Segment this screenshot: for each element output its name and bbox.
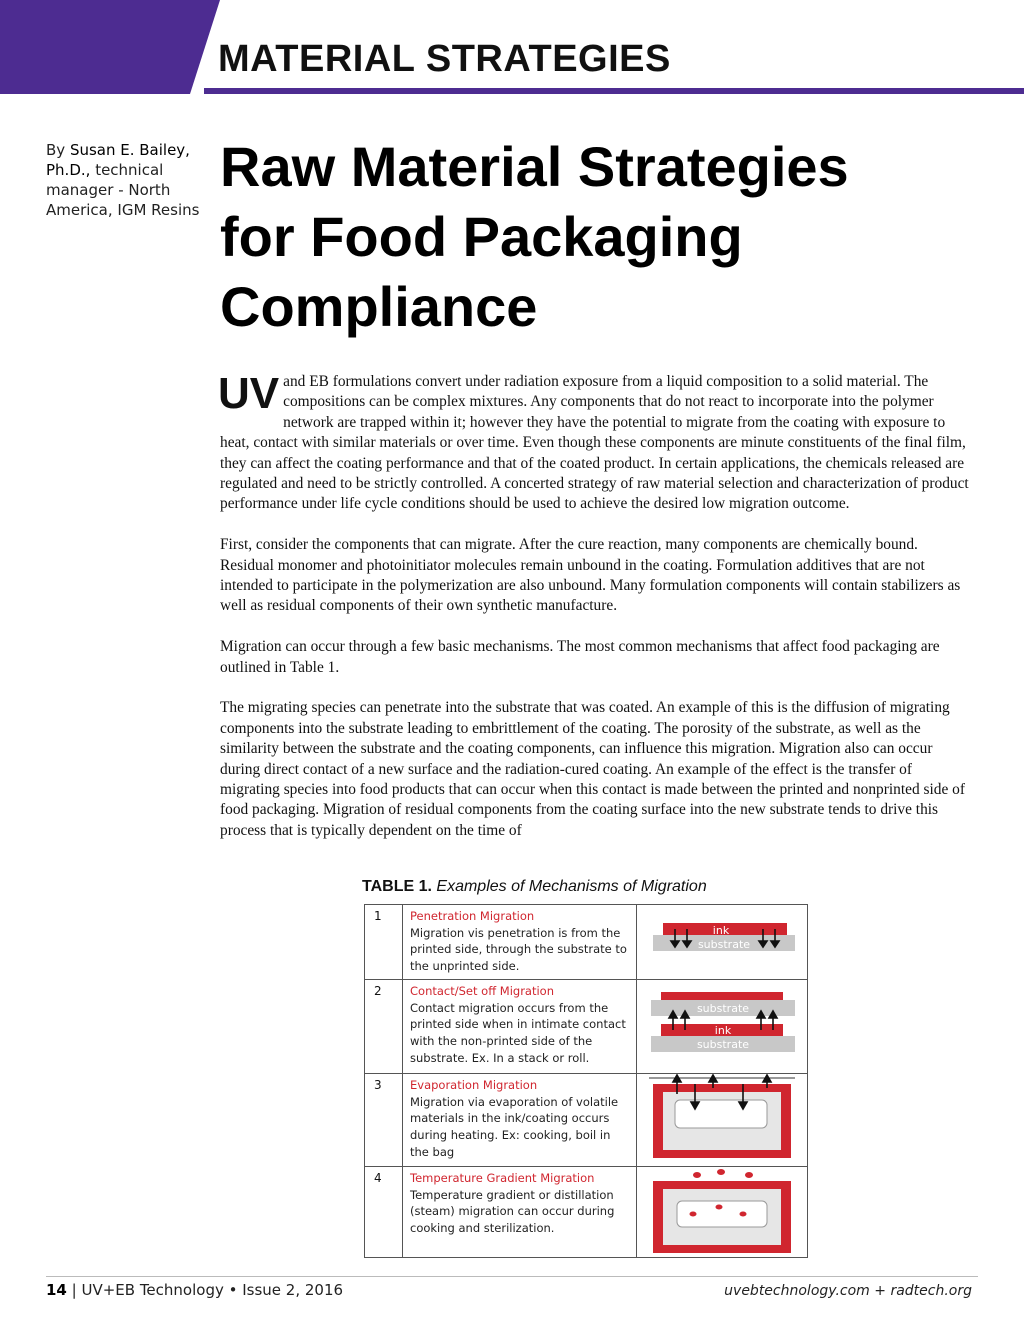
row-number: 3: [365, 1074, 403, 1167]
drop-cap: UV: [218, 369, 280, 418]
row-number: 4: [365, 1167, 403, 1258]
row-title: Temperature Gradient Migration: [410, 1171, 595, 1185]
row-number: 2: [365, 980, 403, 1074]
row-title: Contact/Set off Migration: [410, 984, 554, 998]
row-text: Contact migration occurs from the printed side when in intimate contact with the non-printed side of the substrate. Ex. In a stack or roll.: [410, 1000, 626, 1065]
byline-author: Susan E. Bailey, Ph.D.,: [46, 141, 190, 179]
publication-info: UV+EB Technology • Issue 2, 2016: [81, 1281, 344, 1299]
table-row: [365, 979, 807, 1074]
row-number: 1: [365, 905, 403, 979]
temperature-gradient-diagram: [637, 1167, 807, 1258]
headline-line-2: for Food Packaging: [220, 205, 743, 268]
penetration-diagram: [637, 905, 807, 979]
paragraph-2: First, consider the components that can migrate. After the cure reaction, many components are chemically bound. Residual monomer and photoinitiator molecules remain unbound in the coating. Formulation additives that are not intended to participate in the polymerization are also unbound. Many formulation components will contain stabilizers as well as residual components of their own synthetic manufacture.: [220, 536, 961, 615]
header-bar: [0, 0, 1024, 96]
table-row: [365, 905, 807, 979]
substrate-label-bottom: substrate: [696, 1038, 750, 1051]
ink-label: ink: [712, 924, 730, 937]
table-row: [365, 1073, 807, 1167]
footer-rule: [46, 1276, 978, 1277]
byline-prefix: By: [46, 141, 70, 159]
paragraph-3: Migration can occur through a few basic mechanisms. The most common mechanisms that affect food packaging are outlined in Table 1.: [220, 638, 940, 676]
table-title: Examples of Mechanisms of Migration: [436, 878, 707, 895]
paragraph-1-text: and EB formulations convert under radiation exposure from a liquid composition to a solid material. The compositions can be complex mixtures. Any components that do not react to incorporate into the polymer network are trapped within it; however they have the potential to migrate from the coating with exposure to heat, contact with similar materials or over time. Even though these components are minute constituents of the final film, they can affect the coating performance and that of the coated product. In certain applications, the chemicals released are regulated and need to be strictly controlled. A concerted strategy of raw material selection and characterization of product performance under life cycle conditions should be used to achieve the desired low migration outcome.: [220, 373, 969, 513]
section-title: MATERIAL STRATEGIES: [218, 38, 671, 80]
headline-line-3: Compliance: [220, 275, 538, 338]
row-title: Evaporation Migration: [410, 1078, 538, 1092]
substrate-label-top: substrate: [696, 1002, 750, 1015]
migration-table: [364, 904, 808, 1258]
row-title: Penetration Migration: [410, 909, 535, 923]
row-text: Migration via evaporation of volatile materials in the ink/coating occurs during heating. Ex: cooking, boil in the bag: [410, 1094, 619, 1159]
footer-left: 14 | UV+EB Technology • Issue 2, 2016: [46, 1281, 344, 1299]
paragraph-1: [218, 369, 972, 515]
contact-diagram: [637, 980, 807, 1074]
row-description: [403, 980, 637, 1074]
byline-role: technical manager - North America, IGM Resins: [46, 161, 200, 219]
footer-websites: uvebtechnology.com + radtech.org: [724, 1283, 972, 1299]
substrate-label: substrate: [697, 938, 751, 951]
table-caption: [362, 878, 707, 896]
evaporation-diagram: [637, 1074, 807, 1167]
article-body: [218, 369, 972, 862]
page-number: 14: [46, 1281, 67, 1299]
byline: [46, 140, 206, 220]
row-text: Temperature gradient or distillation (steam) migration can occur during cooking and sterilization.: [410, 1187, 615, 1236]
row-text: Migration vis penetration is from the printed side, through the substrate to the unprinted side.: [410, 925, 627, 974]
paragraph-4: The migrating species can penetrate into the substrate that was coated. An example of this is the diffusion of migrating components into the substrate leading to embrittlement of the coating. The porosity of the substrate, as well as the similarity between the substrate and the coating components, can influence this migration. Migration also can occur during direct contact of a new surface and the radiation-cured coating. An example of the effect is the transfer of migrating species into food products that can occur when this contact is made between the printed and nonprinted side of food packaging. Migration of residual components from the coating surface into the new substrate tends to drive this process that is typically dependent on the time of: [220, 699, 965, 839]
table-row: [365, 1166, 807, 1258]
row-description: [403, 905, 637, 979]
row-description: [403, 1074, 637, 1167]
header-accent-block: [0, 0, 220, 94]
row-description: [403, 1167, 637, 1258]
headline-line-1: Raw Material Strategies: [220, 135, 849, 198]
header-rule: [204, 88, 1024, 94]
article-headline: [220, 132, 980, 342]
table-label: TABLE 1.: [362, 878, 432, 895]
ink-label: ink: [714, 1024, 732, 1037]
